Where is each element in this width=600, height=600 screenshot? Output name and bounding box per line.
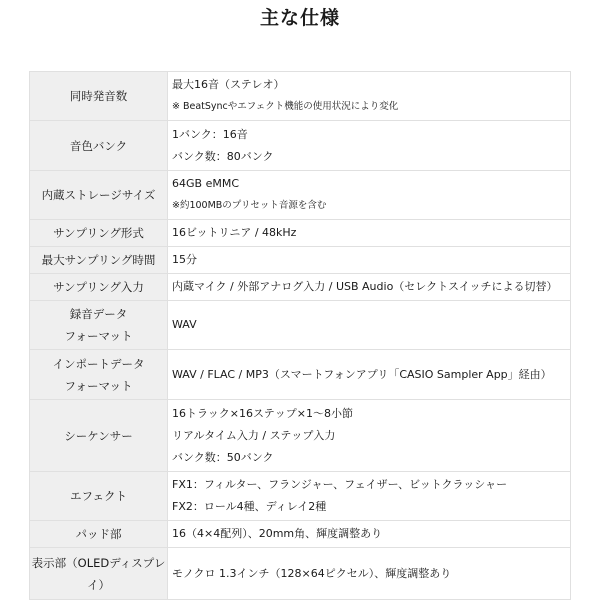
spec-value — [168, 72, 571, 121]
spec-label — [30, 400, 168, 472]
spec-label — [30, 548, 168, 600]
spec-value — [168, 548, 571, 600]
spec-value — [168, 400, 571, 472]
page-title: 主な仕様 — [259, 7, 340, 29]
spec-value — [168, 247, 571, 274]
spec-table — [29, 71, 571, 600]
spec-label — [30, 521, 168, 548]
spec-label — [30, 121, 168, 171]
spec-table-body — [30, 72, 571, 600]
spec-value-line: バンク数：80バンク — [172, 149, 274, 163]
spec-label-line: エフェクト — [70, 489, 127, 503]
spec-label — [30, 220, 168, 247]
spec-value-line: 64GB eMMC — [172, 177, 239, 190]
spec-value-line: FX2：ロール4種、ディレイ2種 — [172, 500, 327, 513]
spec-label-line: パッド部 — [75, 527, 122, 541]
spec-label — [30, 301, 168, 350]
spec-value-line: 15分 — [172, 253, 197, 266]
spec-value-line: 16トラック×16ステップ×1〜8小節 — [172, 406, 353, 420]
spec-value-line: FX1：フィルター、フランジャー、フェイザー、ビットクラッシャー — [172, 478, 508, 491]
spec-label — [30, 247, 168, 274]
spec-value-line: WAV / FLAC / MP3（スマートフォンアプリ「CASIO Sampler App」経由） — [172, 367, 552, 381]
spec-value — [168, 171, 571, 220]
spec-row — [30, 220, 571, 247]
spec-label — [30, 274, 168, 301]
spec-label-line: フォーマット — [64, 329, 133, 343]
spec-row — [30, 548, 571, 600]
spec-row — [30, 301, 571, 350]
spec-row — [30, 400, 571, 472]
spec-row — [30, 350, 571, 400]
spec-value-line: 16（4×4配列）、20mm角、輝度調整あり — [172, 527, 383, 540]
spec-note: ※約100MBのプリセット音源を含む — [172, 200, 327, 211]
spec-label-line: 表示部（OLEDディスプレイ） — [31, 555, 166, 592]
spec-value-line: モノクロ 1.3インチ（128×64ピクセル）、輝度調整あり — [172, 566, 452, 580]
spec-value — [168, 274, 571, 301]
spec-value — [168, 301, 571, 350]
spec-label-line: インポートデータ — [52, 356, 145, 371]
spec-value-line: 最大16音（ステレオ） — [172, 78, 285, 91]
spec-value-line: 16ビットリニア / 48kHz — [172, 226, 297, 239]
spec-label-line: 音色バンク — [69, 138, 128, 153]
spec-label-line: 最大サンプリング時間 — [41, 253, 156, 267]
spec-row — [30, 72, 571, 121]
spec-label-line: サンプリング形式 — [53, 226, 144, 240]
spec-label-line: サンプリング入力 — [53, 280, 144, 294]
spec-label — [30, 350, 168, 400]
spec-label — [30, 472, 168, 521]
spec-row — [30, 121, 571, 171]
spec-value-line: リアルタイム入力 / ステップ入力 — [172, 428, 336, 442]
spec-value — [168, 220, 571, 247]
spec-value-line: 内蔵マイク / 外部アナログ入力 / USB Audio（セレクトスイッチによる切替） — [172, 280, 558, 293]
spec-value — [168, 121, 571, 171]
spec-label-line: シーケンサー — [64, 428, 133, 443]
spec-row — [30, 247, 571, 274]
spec-value-line: バンク数：50バンク — [172, 450, 274, 464]
spec-row — [30, 472, 571, 521]
spec-label-line: フォーマット — [64, 378, 133, 393]
spec-label — [30, 171, 168, 220]
spec-value — [168, 472, 571, 521]
spec-value-line: WAV — [172, 318, 197, 331]
spec-row — [30, 171, 571, 220]
spec-note: ※ BeatSyncやエフェクト機能の使用状況により変化 — [172, 101, 399, 112]
spec-label-line: 録音データ — [69, 307, 128, 321]
spec-row — [30, 521, 571, 548]
spec-value — [168, 350, 571, 400]
spec-label-line: 内蔵ストレージサイズ — [41, 188, 156, 202]
spec-value-line: 1バンク：16音 — [172, 127, 248, 141]
spec-label-line: 同時発音数 — [69, 89, 128, 103]
spec-value — [168, 521, 571, 548]
spec-label — [30, 72, 168, 121]
spec-row — [30, 274, 571, 301]
